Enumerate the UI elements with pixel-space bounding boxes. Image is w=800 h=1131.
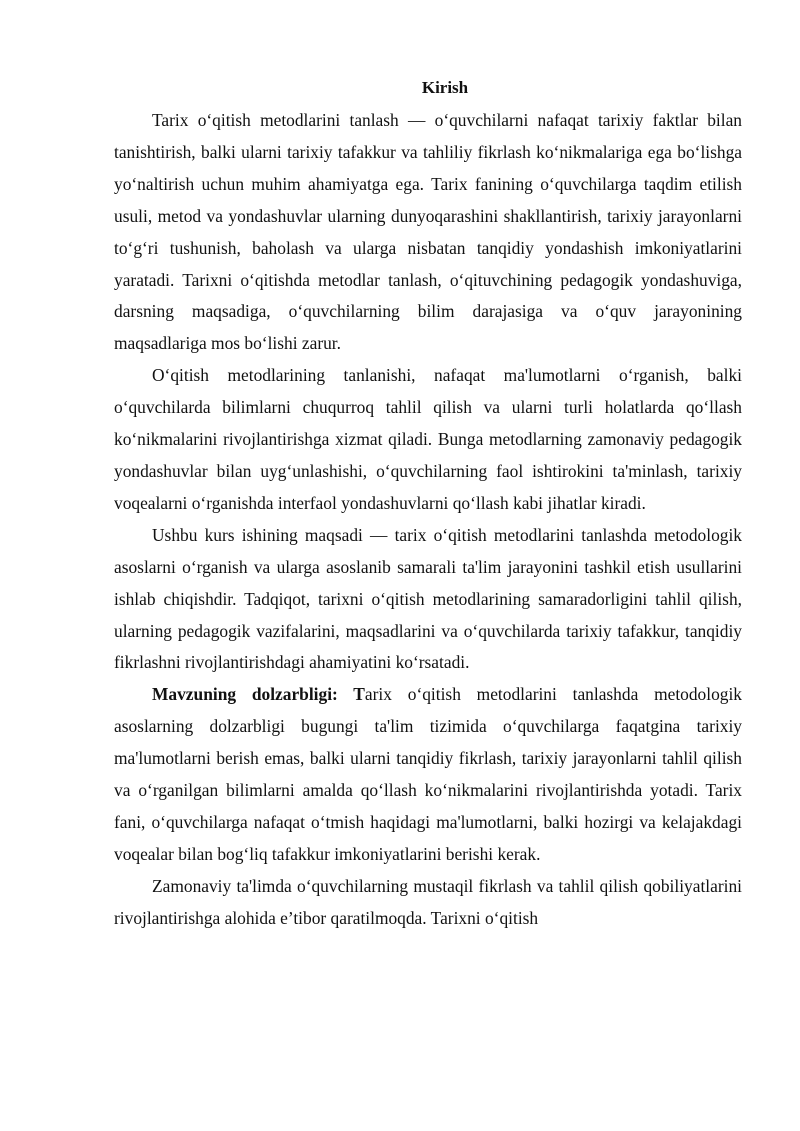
paragraph-course-goal: Ushbu kurs ishining maqsadi — tarix o‘qitish metodlarini tanlashda metodologik asoslarni o‘rganish va ularga asoslanib samarali ta'lim jarayonini tashkil etish usullarini ishlab chiqishdir. Tadqiqot, tarixni o‘qitish metodlarining samaradorligini tahlil qilish, ularning pedagogik vazifalarini, maqsadlarini va o‘quvchilarda tarixiy tafakkur, tanqidiy fikrlashni rivojlantirishdagi ahamiyatini ko‘rsatadi. xyxy=(114,524,742,673)
paragraph-relevance xyxy=(114,679,742,870)
section-title: Kirish xyxy=(421,78,469,97)
relevance-text: arix o‘qitish metodlarini tanlashda metodologik asoslarning dolzarbligi bugungi ta'lim tizimida o‘quvchilarga faqatgina tarixiy ma'lumotlarni berish emas, balki ularni tanqidiy fikrlash, tarixiy jarayonlarni tahlil qilish va o‘rganilgan bilimlarni amalda qo‘llash ko‘nikmalarini rivojlantirishda yotadi. Tarix fani, o‘quvchilarga nafaqat o‘tmish haqidagi ma'lumotlarni, balki hozirgi va kelajakdagi voqealar bilan bog‘liq tafakkur imkoniyatlarini berishi kerak. xyxy=(114,684,742,864)
paragraph-methods-selection: O‘qitish metodlarining tanlanishi, nafaqat ma'lumotlarni o‘rganish, balki o‘quvchilarda bilimlarni chuqurroq tahlil qilish va ularni turli holatlarda qo‘llash ko‘nikmalarini rivojlantirishga xizmat qiladi. Bunga metodlarning zamonaviy pedagogik yondashuvlar bilan uyg‘unlashishi, o‘quvchilarning faol ishtirokini ta'minlash, tarixiy voqealarni o‘rganishda interfaol yondashuvlarni qo‘llash kabi jihatlar kiradi. xyxy=(114,365,742,513)
paragraph-intro: Tarix o‘qitish metodlarini tanlash — o‘quvchilarni nafaqat tarixiy faktlar bilan tanishtirish, balki ularni tarixiy tafakkur va tahliliy fikrlash ko‘nikmalariga ega bo‘lishga yo‘naltirish uchun muhim ahamiyatga ega. Tarix fanining o‘quvchilarga taqdim etilish usuli, metod va yondashuvlar ularning dunyoqarashini shakllantirish, tarixiy jarayonlarni to‘g‘ri tushunish, baholash va ularga nisbatan tanqidiy yondashish imkoniyatlarini yaratadi. Tarixni o‘qitishda metodlar tanlash, o‘qituvchining pedagogik yondashuviga, darsning maqsadiga, o‘quvchilarning bilim darajasiga va o‘quv jarayonining maqsadlariga mos bo‘lishi zarur. xyxy=(114,110,742,354)
document-page xyxy=(114,74,742,935)
paragraph-modern-education: Zamonaviy ta'limda o‘quvchilarning mustaqil fikrlash va tahlil qilish qobiliyatlarini rivojlantirishga alohida e’tibor qaratilmoqda. Tarixni o‘qitish xyxy=(114,875,742,928)
relevance-heading: Mavzuning dolzarbligi: T xyxy=(152,684,365,705)
